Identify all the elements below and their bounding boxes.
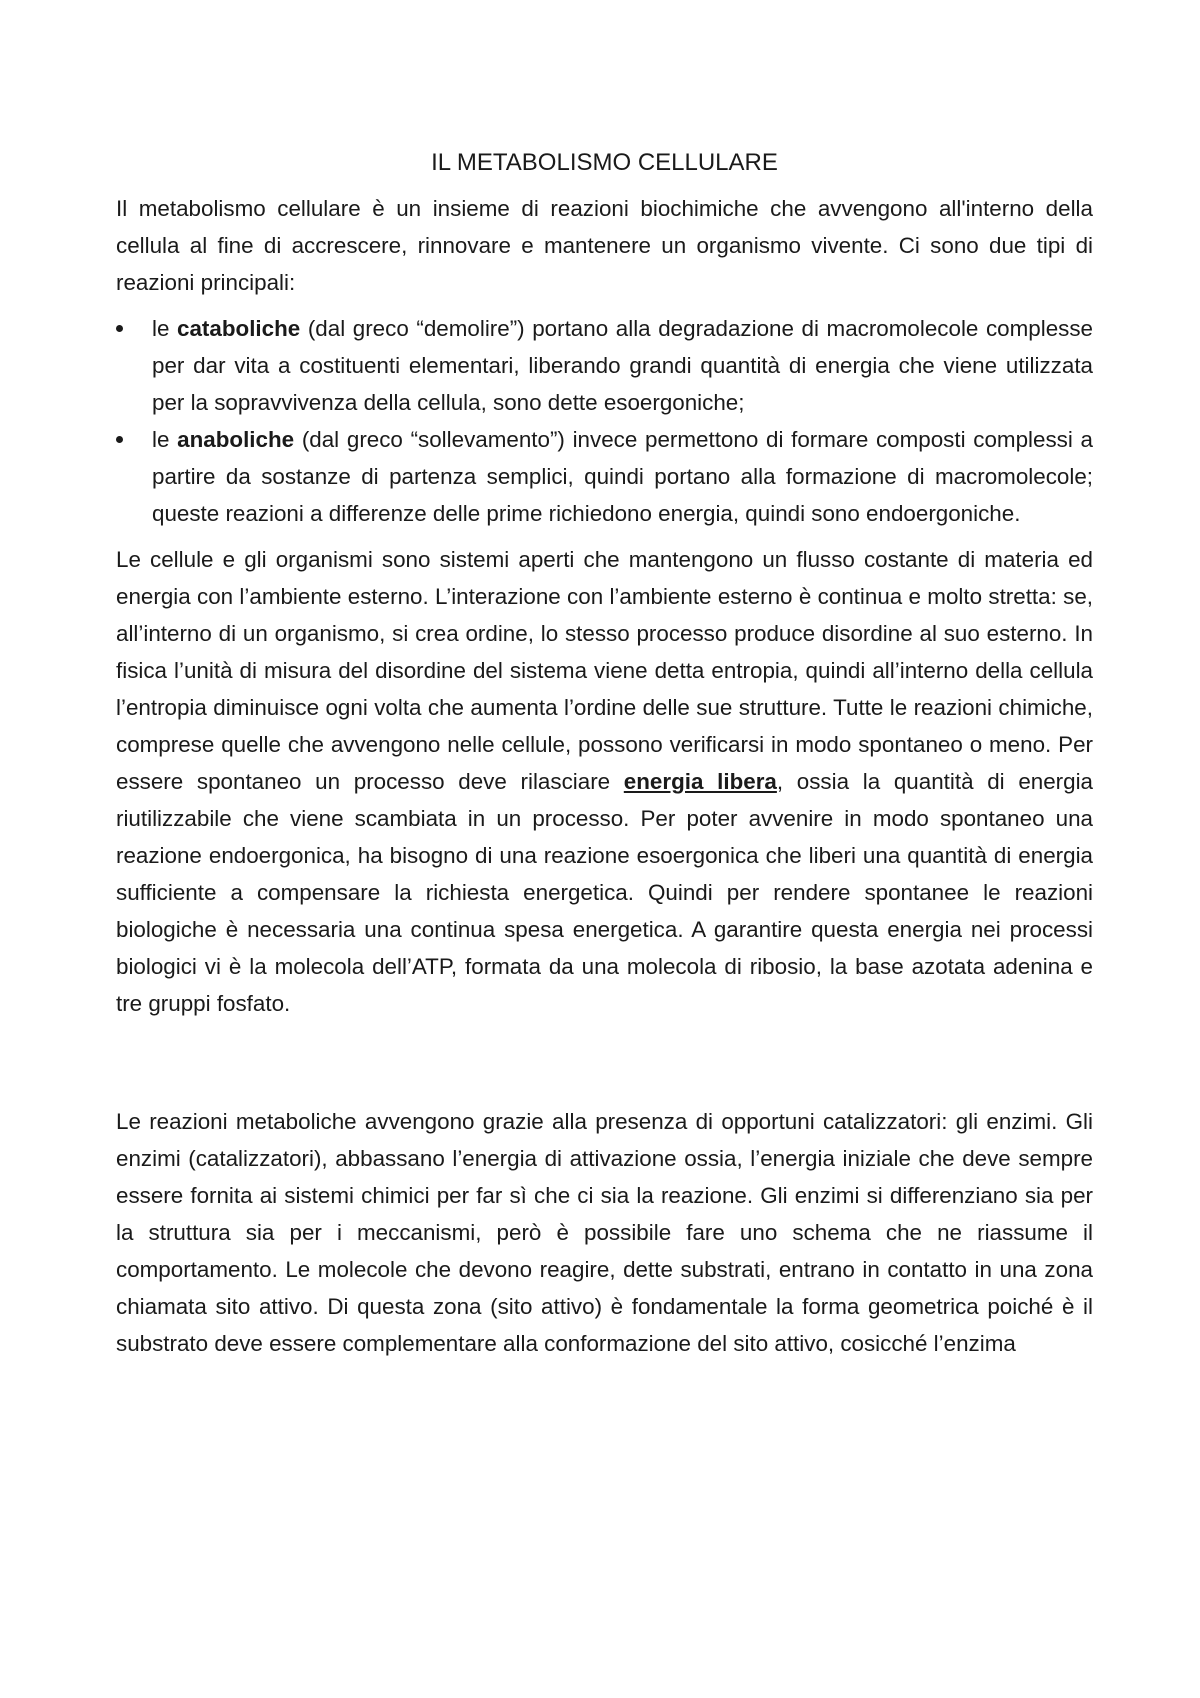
bullet-icon (116, 325, 123, 332)
bullet-icon (116, 436, 123, 443)
term-cataboliche: cataboliche (177, 316, 301, 341)
entropy-text-after: , ossia la quantità di energia riutilizzabile che viene scambiata in un processo. Per poter avvenire in modo spontaneo una reazione endoergonica, ha bisogno di una reazione esoergonica che liberi una quantità di energia sufficiente a compensare la richiesta energetica. Quindi per rendere spontanee le reazioni biologiche è necessaria una continua spesa energetica. A garantire questa energia nei processi biologici vi è la molecola dell’ATP, formata da una molecola di ribosio, la base azotata adenina e tre gruppi fosfato. (116, 769, 1094, 1016)
list-item-prefix: le (152, 316, 178, 341)
list-item-cataboliche (116, 310, 1093, 421)
entropy-text-before: Le cellule e gli organismi sono sistemi aperti che mantengono un flusso costante di materia ed energia con l’ambiente esterno. L’interazione con l’ambiente esterno è continua e molto stretta: se, all’interno di un organismo, si crea ordine, lo stesso processo produce disordine al suo esterno. In fisica l’unità di misura del disordine del sistema viene detta entropia, quindi all’interno della cellula l’entropia diminuisce ogni volta che aumenta l’ordine delle sue strutture. Tutte le reazioni chimiche, comprese quelle che avvengono nelle cellule, possono verificarsi in modo spontaneo o meno. Per essere spontaneo un processo deve rilasciare (116, 547, 1093, 794)
paragraph-spacer (116, 1031, 1093, 1103)
document-body (116, 142, 1093, 1371)
list-item-anaboliche (116, 421, 1093, 532)
intro-paragraph: Il metabolismo cellulare è un insieme di reazioni biochimiche che avvengono all'interno della cellula al fine di accrescere, rinnovare e mantenere un organismo vivente. Ci sono due tipi di reazioni principali: (116, 196, 1093, 295)
list-item-text: (dal greco “sollevamento”) invece permettono di formare composti complessi a partire da sostanze di partenza semplici, quindi portano alla formazione di macromolecole; queste reazioni a differenze delle prime richiedono energia, quindi sono endoergoniche. (152, 427, 1093, 526)
enzymes-paragraph: Le reazioni metaboliche avvengono grazie alla presenza di opportuni catalizzatori: gli enzimi. Gli enzimi (catalizzatori), abbassano l’energia di attivazione ossia, l’energia iniziale che deve sempre essere fornita ai sistemi chimici per far sì che ci sia la reazione. Gli enzimi si differenziano sia per la struttura sia per i meccanismi, però è possibile fare uno schema che ne riassume il comportamento. Le molecole che devono reagire, dette substrati, entrano in contatto in una zona chiamata sito attivo. Di questa zona (sito attivo) è fondamentale la forma geometrica poiché è il substrato deve essere complementare alla conformazione del sito attivo, cosicché l’enzima (116, 1109, 1093, 1356)
term-anaboliche: anaboliche (177, 427, 295, 452)
term-energia-libera: energia libera (623, 769, 777, 794)
reaction-types-list (116, 310, 1093, 532)
list-item-text: (dal greco “demolire”) portano alla degradazione di macromolecole complesse per dar vita a costituenti elementari, liberando grandi quantità di energia che viene utilizzata per la sopravvivenza della cellula, sono dette esoergoniche; (152, 316, 1093, 415)
page-title: IL METABOLISMO CELLULARE (431, 149, 778, 176)
entropy-paragraph (116, 541, 1093, 1022)
list-item-prefix: le (152, 427, 178, 452)
